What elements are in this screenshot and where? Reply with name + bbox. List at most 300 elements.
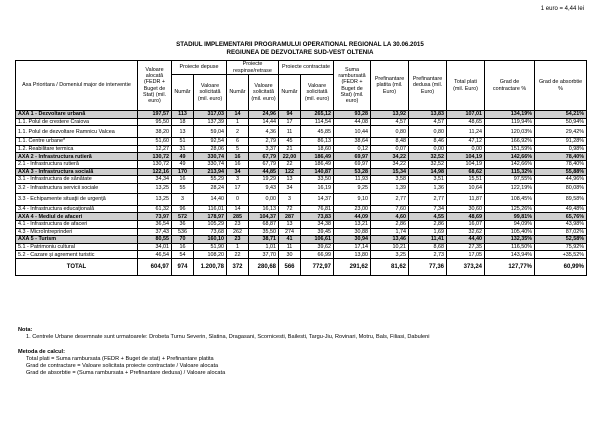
cell-value: 93,28 <box>334 111 371 119</box>
cell-value: 142,66% <box>485 153 535 161</box>
row-label: AXA 3 - Infrastructura socială <box>16 168 138 176</box>
cell-value: 119,94% <box>485 118 535 126</box>
cell-value: 45 <box>279 138 301 146</box>
cell-value: 186,49 <box>301 160 334 168</box>
header-contractate: Proiecte contractate <box>279 61 334 75</box>
cell-value: 34,22 <box>371 160 409 168</box>
cell-value: 34 <box>227 168 249 176</box>
cell-value: 108,45% <box>485 193 535 205</box>
cell-value: 67,79 <box>249 160 279 168</box>
cell-value: 23 <box>227 220 249 228</box>
cell-value: 10,21 <box>371 243 409 251</box>
header-valoare-respinse: Valoare solicitată (mil. euro) <box>249 75 279 111</box>
cell-value: 17 <box>227 183 249 193</box>
cell-value: 1,39 <box>371 183 409 193</box>
cell-value: 0,07 <box>371 145 409 153</box>
cell-value: 45,85 <box>301 126 334 138</box>
header-grad-contractare: Grad de contractare % <box>485 61 535 111</box>
cell-value: 34,34 <box>138 176 172 184</box>
cell-value: 22,00 <box>279 153 301 161</box>
cell-value: 13 <box>279 220 301 228</box>
cell-value: 11,87 <box>447 193 485 205</box>
cell-value: 38,71 <box>249 236 279 244</box>
cell-value: 1.200,78 <box>194 258 227 275</box>
cell-value: 13,46 <box>371 236 409 244</box>
nota-text: 1. Centrele Urbane desemnate sunt urmatoarele: Drobeta Turnu Severin, Slatina, Dragasani, Scornicesti, Bailesti, Targu-Jiu, Rovinari, Motru, Bals, Filiasi, Dabuleni <box>26 334 430 340</box>
cell-value: 8,46 <box>409 138 447 146</box>
cell-value: 151,59% <box>485 145 535 153</box>
cell-value: 47,12 <box>447 138 485 146</box>
cell-value: 81,62 <box>371 258 409 275</box>
cell-value: 32,52 <box>409 153 447 161</box>
cell-value: 8,68 <box>409 243 447 251</box>
cell-value: 6 <box>227 138 249 146</box>
cell-value: 0,00 <box>249 193 279 205</box>
cell-value: 44,40 <box>447 236 485 244</box>
implementation-table <box>15 60 587 276</box>
metoda-section <box>18 349 225 377</box>
cell-value: 0,80 <box>371 126 409 138</box>
cell-value: 73,97 <box>138 213 172 221</box>
cell-value: 14,40 <box>194 193 227 205</box>
cell-value: 2,86 <box>371 220 409 228</box>
header-alocata: Valoare alocată (FEDR + Buget de Stat) (mil. euro) <box>138 61 172 111</box>
metoda-line-3: Grad de absorbtie = (Suma rambursata + Prefinantare dedusa) / Valoare alocata <box>26 370 226 376</box>
cell-value: 178,97 <box>194 213 227 221</box>
cell-value: 44,08 <box>334 118 371 126</box>
cell-value: 11,93 <box>334 176 371 184</box>
cell-value: 11,24 <box>447 126 485 138</box>
cell-value: 13 <box>172 126 194 138</box>
cell-value: 16 <box>172 176 194 184</box>
cell-value: 2 <box>227 126 249 138</box>
cell-value: 23,00 <box>334 205 371 213</box>
header-total-plati: Total plati (mil. Euro) <box>447 61 485 111</box>
cell-value: 67,79 <box>249 153 279 161</box>
cell-value: 33,50 <box>301 176 334 184</box>
cell-value: 38,20 <box>138 126 172 138</box>
title-line-1: STADIUL IMPLEMENTARII PROGRAMULUI OPERATIONAL REGIONAL LA 30.06.2015 <box>176 41 424 48</box>
cell-value: 35,50 <box>249 228 279 236</box>
cell-value: 143,94% <box>485 251 535 259</box>
cell-value: 48,65 <box>447 118 485 126</box>
cell-value: 70 <box>172 236 194 244</box>
header-axa: Axa Prioritara / Domeniul major de interventie <box>16 61 138 111</box>
cell-value: 137,39 <box>194 118 227 126</box>
cell-value: 55 <box>172 183 194 193</box>
cell-value: 1,01 <box>249 243 279 251</box>
header-grad-absorbtie: Grad de absorbtie % <box>535 61 587 111</box>
cell-value: 3 <box>227 176 249 184</box>
cell-value: 8,48 <box>371 138 409 146</box>
cell-value: 9,25 <box>334 183 371 193</box>
cell-value: 91,28% <box>535 138 587 146</box>
table-row <box>16 160 587 168</box>
cell-value: 49,48% <box>535 205 587 213</box>
cell-value: 95,50 <box>138 118 172 126</box>
cell-value: 13 <box>279 176 301 184</box>
header-prefinantare-dedusa: Prefinantare dedusa (mil. Euro) <box>409 61 447 111</box>
cell-value: 50,94% <box>535 118 587 126</box>
table-body <box>16 111 587 276</box>
cell-value: 1,69 <box>409 228 447 236</box>
cell-value: 30,88 <box>334 228 371 236</box>
cell-value: 13,25 <box>138 183 172 193</box>
row-label: 1.1. Polul de crestere Craiova <box>16 118 138 126</box>
table-row <box>16 153 587 161</box>
cell-value: 13,83 <box>409 111 447 119</box>
cell-value: 54,21% <box>535 111 587 119</box>
cell-value: 114,54 <box>301 118 334 126</box>
row-label: 1.1. Centre urbane* <box>16 138 138 146</box>
row-label: 5.1 - Patrimoniu cultural <box>16 243 138 251</box>
cell-value: 3,25 <box>371 251 409 259</box>
cell-value: 2,77 <box>409 193 447 205</box>
cell-value: 265,12 <box>301 111 334 119</box>
cell-value: 16,07 <box>447 220 485 228</box>
cell-value: 10,64 <box>447 183 485 193</box>
cell-value: 38,64 <box>334 138 371 146</box>
cell-value: 80,55 <box>138 236 172 244</box>
cell-value: 122,16 <box>138 168 172 176</box>
cell-value: 604,97 <box>138 258 172 275</box>
cell-value: 17,14 <box>334 243 371 251</box>
cell-value: 15,51 <box>447 176 485 184</box>
cell-value: 536 <box>172 228 194 236</box>
cell-value: 22 <box>279 160 301 168</box>
header-numar-contractate: Număr <box>279 75 301 111</box>
cell-value: 86,13 <box>301 138 334 146</box>
cell-value: 44,96% <box>535 176 587 184</box>
header-numar-depuse: Număr <box>172 75 194 111</box>
cell-value: 94 <box>279 111 301 119</box>
cell-value: 44,85 <box>249 168 279 176</box>
cell-value: 36 <box>172 220 194 228</box>
row-label: 3.3 - Echipamente situaţii de urgenţă <box>16 193 138 205</box>
cell-value: 1 <box>227 243 249 251</box>
cell-value: 2,77 <box>371 193 409 205</box>
row-label: AXA 4 - Mediul de afaceri <box>16 213 138 221</box>
cell-value: 974 <box>172 258 194 275</box>
cell-value: 4,57 <box>371 118 409 126</box>
cell-value: 107,01 <box>447 111 485 119</box>
cell-value: 61,32 <box>138 205 172 213</box>
cell-value: 14 <box>227 205 249 213</box>
cell-value: 317,03 <box>194 111 227 119</box>
cell-value: 170 <box>172 168 194 176</box>
table-row <box>16 228 587 236</box>
cell-value: 213,94 <box>194 168 227 176</box>
header-suma-rambursata: Suma rambursată (FEDR + Buget de Stat) (mil. euro) <box>334 61 371 111</box>
cell-value: 4,60 <box>371 213 409 221</box>
cell-value: 34,01 <box>138 243 172 251</box>
cell-value: 127,77% <box>485 258 535 275</box>
cell-value: 73,83 <box>301 213 334 221</box>
cell-value: 330,74 <box>194 153 227 161</box>
cell-value: 1,36 <box>409 183 447 193</box>
cell-value: 65,76% <box>535 213 587 221</box>
cell-value: 3 <box>279 193 301 205</box>
row-label: 1.1. Polul de dezvoltare Ramnicu Valcea <box>16 126 138 138</box>
cell-value: 73,68 <box>194 228 227 236</box>
cell-value: 13,80 <box>334 251 371 259</box>
cell-value: 36,54 <box>138 220 172 228</box>
cell-value: 115,32% <box>485 168 535 176</box>
row-label: 3.1 - Infrastructura de sănătate <box>16 176 138 184</box>
header-depuse: Proiecte depuse <box>172 61 227 75</box>
cell-value: 15,34 <box>371 168 409 176</box>
cell-value: 166,92% <box>485 138 535 146</box>
row-label: 3.2 - Infrastructura servicii sociale <box>16 183 138 193</box>
cell-value: 0,12 <box>334 145 371 153</box>
row-label: 4.3 - Microîntreprinderi <box>16 228 138 236</box>
cell-value: 287 <box>279 213 301 221</box>
cell-value: 106,61 <box>301 236 334 244</box>
cell-value: 0 <box>227 193 249 205</box>
table-row <box>16 251 587 259</box>
table-row <box>16 118 587 126</box>
cell-value: 54 <box>172 251 194 259</box>
cell-value: 99,81% <box>485 213 535 221</box>
cell-value: 89,58% <box>535 193 587 205</box>
cell-value: 373,24 <box>447 258 485 275</box>
cell-value: 142,66% <box>485 160 535 168</box>
cell-value: 87,02% <box>535 228 587 236</box>
cell-value: 43,98% <box>535 220 587 228</box>
cell-value: 39,62 <box>301 243 334 251</box>
cell-value: 5 <box>227 145 249 153</box>
cell-value: 132,35% <box>485 236 535 244</box>
cell-value: 372 <box>227 258 249 275</box>
cell-value: 29,42% <box>535 126 587 138</box>
title-line-2: REGIUNEA DE DEZVOLTARE SUD-VEST OLTENIA <box>226 48 374 56</box>
cell-value: 34,38 <box>301 220 334 228</box>
row-label: AXA 5 - Turism <box>16 236 138 244</box>
cell-value: 28,06 <box>194 145 227 153</box>
cell-value: 31 <box>172 145 194 153</box>
cell-value: 13,25 <box>138 193 172 205</box>
cell-value: 0,98% <box>535 145 587 153</box>
cell-value: 27,35 <box>447 243 485 251</box>
cell-value: 34,22 <box>371 153 409 161</box>
cell-value: 16 <box>172 243 194 251</box>
table-row <box>16 126 587 138</box>
cell-value: 104,19 <box>447 160 485 168</box>
cell-value: 60,99% <box>535 258 587 275</box>
cell-value: 30,94 <box>334 236 371 244</box>
cell-value: 18 <box>172 118 194 126</box>
cell-value: 59,04 <box>194 126 227 138</box>
table-row <box>16 243 587 251</box>
cell-value: 16 <box>227 153 249 161</box>
cell-value: 134,19% <box>485 111 535 119</box>
cell-value: 3 <box>172 193 194 205</box>
cell-value: 3,37 <box>249 145 279 153</box>
row-label: AXA 1 - Dezvoltare urbană <box>16 111 138 119</box>
cell-value: 97,55% <box>485 176 535 184</box>
cell-value: 130,72 <box>138 160 172 168</box>
cell-value: 0,00 <box>409 145 447 153</box>
header-valoare-contractate: Valoare solicitată (mil. euro) <box>301 75 334 111</box>
cell-value: 16 <box>227 160 249 168</box>
header-valoare-depuse: Valoare solicitată (mil. euro) <box>194 75 227 111</box>
cell-value: 330,74 <box>194 160 227 168</box>
cell-value: 68,62 <box>447 168 485 176</box>
cell-value: 51,60 <box>138 138 172 146</box>
cell-value: 37,70 <box>249 251 279 259</box>
cell-value: 18,60 <box>301 145 334 153</box>
nota-section <box>18 327 429 341</box>
header-numar-respinse: Număr <box>227 75 249 111</box>
metoda-line-1: Total plati = Suma rambursata (FEDR + Buget de stat) + Prefinantare platita <box>26 356 214 362</box>
table-row <box>16 193 587 205</box>
cell-value: 280,68 <box>249 258 279 275</box>
cell-value: 13,21 <box>334 220 371 228</box>
cell-value: 76,81 <box>301 205 334 213</box>
cell-value: 12,27 <box>138 145 172 153</box>
cell-value: 14 <box>227 111 249 119</box>
cell-value: 4,57 <box>409 118 447 126</box>
cell-value: 160,10 <box>194 236 227 244</box>
header-prefinantare-platita: Prefinantare platita (mil. Euro) <box>371 61 409 111</box>
cell-value: +35,52% <box>535 251 587 259</box>
row-label: TOTAL <box>16 258 138 275</box>
cell-value: 80,08% <box>535 183 587 193</box>
cell-value: 66,99 <box>301 251 334 259</box>
cell-value: 122 <box>279 168 301 176</box>
cell-value: 69,97 <box>334 153 371 161</box>
cell-value: 105,29 <box>194 220 227 228</box>
cell-value: 51,90 <box>194 243 227 251</box>
cell-value: 7,34 <box>409 205 447 213</box>
cell-value: 51 <box>172 138 194 146</box>
cell-value: 122,19% <box>485 183 535 193</box>
nota-title: Nota: <box>18 327 33 333</box>
row-label: AXA 2 - Infrastructura rutieră <box>16 153 138 161</box>
cell-value: 19,29 <box>249 176 279 184</box>
header-respinse: Proiecte respinse/retrase <box>227 61 279 75</box>
cell-value: 53,28 <box>334 168 371 176</box>
cell-value: 197,57 <box>138 111 172 119</box>
table-row <box>16 183 587 193</box>
cell-value: 2,79 <box>249 138 279 146</box>
row-label: 4.1 - Infrastructura de afaceri <box>16 220 138 228</box>
cell-value: 22 <box>227 251 249 259</box>
table-row <box>16 205 587 213</box>
cell-value: 78,40% <box>535 153 587 161</box>
cell-value: 94,09% <box>485 220 535 228</box>
cell-value: 16,19 <box>301 183 334 193</box>
cell-value: 41 <box>279 236 301 244</box>
cell-value: 285 <box>227 213 249 221</box>
cell-value: 14,37 <box>301 193 334 205</box>
cell-value: 2,86 <box>409 220 447 228</box>
cell-value: 291,62 <box>334 258 371 275</box>
cell-value: 108,20 <box>194 251 227 259</box>
cell-value: 4,55 <box>409 213 447 221</box>
cell-value: 34 <box>279 183 301 193</box>
cell-value: 32,62 <box>447 228 485 236</box>
row-label: 1.2. Reabilitare termica <box>16 145 138 153</box>
cell-value: 11 <box>279 126 301 138</box>
table-row <box>16 111 587 119</box>
cell-value: 566 <box>279 258 301 275</box>
cell-value: 2,73 <box>409 251 447 259</box>
cell-value: 23 <box>227 236 249 244</box>
table-row <box>16 138 587 146</box>
table-row <box>16 236 587 244</box>
cell-value: 39,45 <box>301 228 334 236</box>
cell-value: 92,54 <box>194 138 227 146</box>
row-label: 5.2 - Cazare şi agrement turistic <box>16 251 138 259</box>
row-label: 3.4 - Infrastructura educaţională <box>16 205 138 213</box>
cell-value: 105,40% <box>485 228 535 236</box>
cell-value: 7,60 <box>371 205 409 213</box>
cell-value: 572 <box>172 213 194 221</box>
row-label: 2.1 - Infrastructura rutieră <box>16 160 138 168</box>
cell-value: 52,58% <box>535 236 587 244</box>
cell-value: 75,92% <box>535 243 587 251</box>
cell-value: 16,13 <box>249 205 279 213</box>
cell-value: 9,43 <box>249 183 279 193</box>
table-row <box>16 176 587 184</box>
table-row <box>16 213 587 221</box>
cell-value: 55,29 <box>194 176 227 184</box>
table-row <box>16 258 587 275</box>
cell-value: 104,19 <box>447 153 485 161</box>
exchange-rate: 1 euro = 4,44 lei <box>540 6 584 12</box>
cell-value: 21 <box>279 145 301 153</box>
cell-value: 4,36 <box>249 126 279 138</box>
cell-value: 30 <box>279 251 301 259</box>
cell-value: 125,26% <box>485 205 535 213</box>
cell-value: 10,44 <box>334 126 371 138</box>
table-row <box>16 220 587 228</box>
cell-value: 0,80 <box>409 126 447 138</box>
cell-value: 28,24 <box>194 183 227 193</box>
cell-value: 72 <box>279 205 301 213</box>
cell-value: 49 <box>172 160 194 168</box>
cell-value: 1 <box>227 118 249 126</box>
metoda-line-2: Grad de contractare = Valoare solicitata proiecte contractate / Valoare alocata <box>26 363 219 369</box>
cell-value: 274 <box>279 228 301 236</box>
metoda-title: Metoda de calcul: <box>18 349 65 355</box>
cell-value: 116,01 <box>194 205 227 213</box>
cell-value: 14,44 <box>249 118 279 126</box>
cell-value: 3,51 <box>409 176 447 184</box>
cell-value: 186,49 <box>301 153 334 161</box>
cell-value: 104,37 <box>249 213 279 221</box>
cell-value: 49 <box>172 153 194 161</box>
cell-value: 262 <box>227 228 249 236</box>
cell-value: 13,92 <box>371 111 409 119</box>
cell-value: 0,00 <box>447 145 485 153</box>
cell-value: 17,05 <box>447 251 485 259</box>
cell-value: 9,10 <box>334 193 371 205</box>
cell-value: 116,50% <box>485 243 535 251</box>
cell-value: 30,60 <box>447 205 485 213</box>
cell-value: 3,58 <box>371 176 409 184</box>
cell-value: 32,52 <box>409 160 447 168</box>
cell-value: 120,03% <box>485 126 535 138</box>
cell-value: 130,72 <box>138 153 172 161</box>
table-row <box>16 168 587 176</box>
cell-value: 55,88% <box>535 168 587 176</box>
cell-value: 48,69 <box>447 213 485 221</box>
cell-value: 1,74 <box>371 228 409 236</box>
cell-value: 113 <box>172 111 194 119</box>
cell-value: 77,36 <box>409 258 447 275</box>
